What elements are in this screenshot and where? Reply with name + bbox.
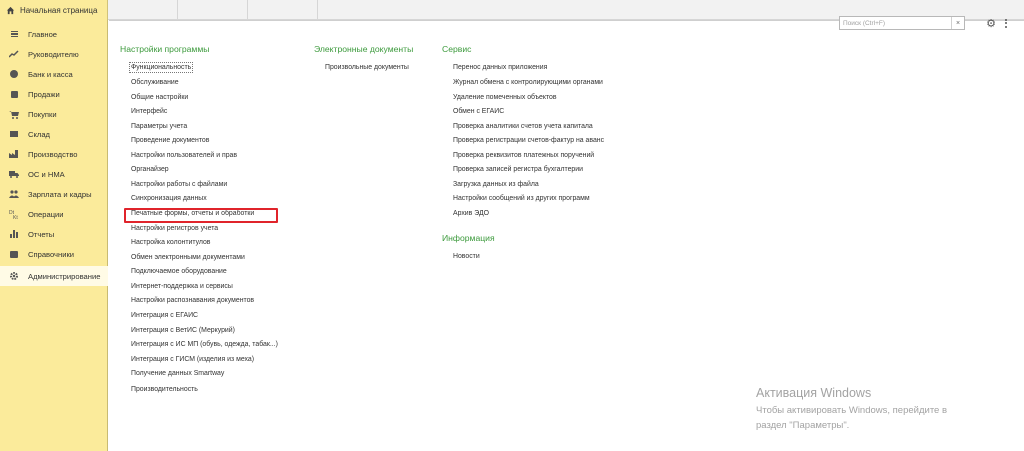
link-arbitrary-docs[interactable]: Произвольные документы — [325, 64, 409, 71]
sidebar-item-label: Банк и касса — [28, 69, 73, 79]
sidebar-item-label: Склад — [28, 129, 50, 139]
sidebar-item-production[interactable] — [0, 144, 108, 164]
link-vetis-integration[interactable]: Интеграция с ВетИС (Меркурий) — [131, 327, 235, 334]
sidebar-item-label: ОС и НМА — [28, 169, 65, 179]
book-icon — [9, 249, 19, 259]
section-title-settings: Настройки программы — [120, 44, 210, 54]
link-ismp-integration[interactable]: Интеграция с ИС МП (обувь, одежда, табак...) — [131, 341, 278, 348]
link-headers-footers[interactable]: Настройка колонтитулов — [131, 239, 211, 246]
link-maintenance[interactable]: Обслуживание — [131, 79, 179, 86]
link-message-settings[interactable]: Настройки сообщений из других программ — [453, 195, 590, 202]
top-tab-empty-3[interactable] — [248, 0, 318, 20]
link-print-forms[interactable]: Печатные формы, отчеты и обработки — [131, 210, 255, 217]
sidebar-item-operations[interactable] — [0, 204, 108, 224]
link-performance[interactable]: Производительность — [131, 386, 198, 393]
sidebar-item-label: Администрирование — [28, 271, 101, 281]
link-document-posting[interactable]: Проведение документов — [131, 137, 210, 144]
sidebar — [0, 20, 108, 451]
chart-icon — [9, 229, 19, 239]
sidebar-item-label: Отчеты — [28, 229, 55, 239]
trend-icon — [9, 49, 19, 59]
link-edoc-exchange[interactable]: Обмен электронными документами — [131, 254, 245, 261]
factory-icon — [9, 149, 19, 159]
clear-search-icon[interactable]: × — [951, 17, 964, 29]
link-accounting-params[interactable]: Параметры учета — [131, 123, 188, 130]
cart-icon — [9, 109, 19, 119]
sidebar-item-manager[interactable] — [0, 44, 108, 64]
settings-gear-icon[interactable]: ⚙ — [986, 17, 996, 30]
gear-icon — [9, 271, 19, 281]
highlight-frame — [124, 208, 278, 223]
watermark-line-2: раздел "Параметры". — [756, 420, 850, 431]
section-title-info: Информация — [442, 233, 495, 243]
top-tab-empty-1[interactable] — [108, 0, 178, 20]
people-icon — [9, 189, 19, 199]
sidebar-item-assets[interactable] — [0, 164, 108, 184]
sidebar-item-catalogs[interactable] — [0, 244, 108, 264]
menu-icon — [9, 29, 19, 39]
sidebar-item-main[interactable] — [0, 24, 108, 44]
sidebar-item-reports[interactable] — [0, 224, 108, 244]
link-check-register[interactable]: Проверка записей регистра бухгалтерии — [453, 166, 583, 173]
sidebar-item-label: Производство — [28, 149, 78, 159]
top-tab-empty-2[interactable] — [178, 0, 248, 20]
link-egais-exchange[interactable]: Обмен с ЕГАИС — [453, 108, 505, 115]
sidebar-item-label: Покупки — [28, 109, 57, 119]
bag-icon — [9, 89, 19, 99]
link-general-settings[interactable]: Общие настройки — [131, 94, 189, 101]
link-gism-integration[interactable]: Интеграция с ГИСМ (изделия из меха) — [131, 356, 255, 363]
home-icon — [6, 6, 15, 15]
link-transfer-data[interactable]: Перенос данных приложения — [453, 64, 548, 71]
sidebar-item-label: Продажи — [28, 89, 60, 99]
link-data-sync[interactable]: Синхронизация данных — [131, 195, 207, 202]
search-box — [839, 16, 965, 30]
link-interface[interactable]: Интерфейс — [131, 108, 168, 115]
link-functionality[interactable]: Функциональность — [131, 64, 192, 71]
tab-home-label: Начальная страница — [20, 5, 98, 15]
link-check-capital[interactable]: Проверка аналитики счетов учета капитала — [453, 123, 593, 130]
link-delete-marked[interactable]: Удаление помеченных объектов — [453, 94, 557, 101]
watermark-line-1: Чтобы активировать Windows, перейдите в — [756, 405, 948, 416]
sidebar-item-label: Зарплата и кадры — [28, 189, 92, 199]
sidebar-item-purchases[interactable] — [0, 104, 108, 124]
link-internet-support[interactable]: Интернет-поддержка и сервисы — [131, 283, 233, 290]
link-exchange-journal[interactable]: Журнал обмена с контролирующими органами — [453, 79, 603, 86]
sidebar-item-sales[interactable] — [0, 84, 108, 104]
sidebar-item-label: Операции — [28, 209, 64, 219]
link-edo-archive[interactable]: Архив ЭДО — [453, 210, 489, 217]
sidebar-item-bank[interactable] — [0, 64, 108, 84]
link-users-rights[interactable]: Настройки пользователей и прав — [131, 152, 238, 159]
link-load-from-file[interactable]: Загрузка данных из файла — [453, 181, 539, 188]
link-egais-integration[interactable]: Интеграция с ЕГАИС — [131, 312, 199, 319]
link-doc-recognition[interactable]: Настройки распознавания документов — [131, 297, 255, 304]
watermark-title: Активация Windows — [756, 386, 872, 400]
section-title-service: Сервис — [442, 44, 472, 54]
link-check-payments[interactable]: Проверка реквизитов платежных поручений — [453, 152, 595, 159]
sidebar-item-administration[interactable] — [0, 266, 108, 286]
link-check-invoices[interactable]: Проверка регистрации счетов-фактур на аванс — [453, 137, 605, 144]
link-news[interactable]: Новости — [453, 253, 480, 260]
sidebar-item-label: Главное — [28, 29, 58, 39]
operations-icon — [9, 209, 19, 219]
sidebar-item-label: Руководителю — [28, 49, 79, 59]
sidebar-item-salary[interactable] — [0, 184, 108, 204]
warehouse-icon — [9, 129, 19, 139]
section-title-edocs: Электронные документы — [314, 44, 414, 54]
svg-text:Kt: Kt — [13, 214, 18, 219]
link-smartway[interactable]: Получение данных Smartway — [131, 370, 225, 377]
tab-home[interactable] — [0, 0, 108, 20]
coin-icon — [9, 69, 19, 79]
search-input[interactable] — [840, 20, 950, 27]
link-file-settings[interactable]: Настройки работы с файлами — [131, 181, 228, 188]
link-organizer[interactable]: Органайзер — [131, 166, 169, 173]
truck-icon — [9, 169, 19, 179]
svg-text:Dt: Dt — [9, 209, 14, 216]
sidebar-item-warehouse[interactable] — [0, 124, 108, 144]
link-equipment[interactable]: Подключаемое оборудование — [131, 268, 227, 275]
link-registers-settings[interactable]: Настройки регистров учета — [131, 225, 219, 232]
more-actions-icon[interactable] — [1002, 16, 1010, 30]
sidebar-item-label: Справочники — [28, 249, 75, 259]
